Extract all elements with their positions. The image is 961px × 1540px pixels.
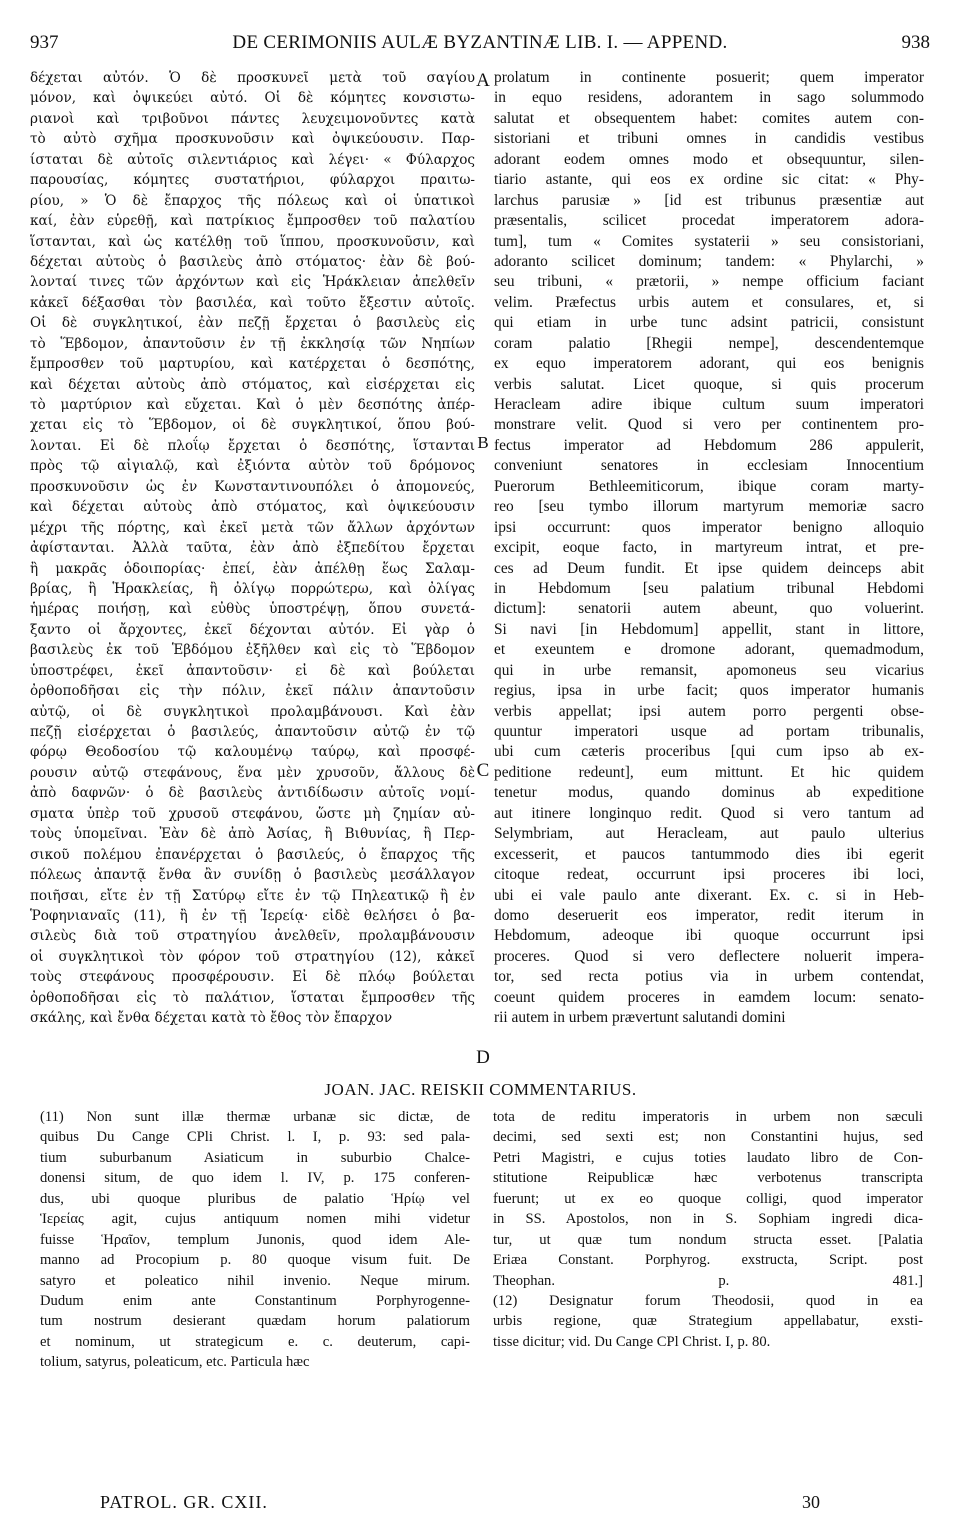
greek-text-line: ὑποστρέφει, ἐκεῖ ἀπαντοῦσιν· εἰ δὲ καὶ βούλεται [30, 662, 475, 679]
latin-text-line: velim. Præfectus urbis autem et consulares, et, si [494, 293, 924, 311]
latin-text-line: excesserit, et paucos tantummodo dies ibi egerit [494, 845, 924, 863]
margin-marker-d: D [476, 1047, 490, 1068]
commentary-line: stitutione Reipublicæ hæc verbotenus transcripta [493, 1170, 923, 1187]
commentary-line: satyro et poleatico nihil invenio. Neque mirum. [40, 1272, 470, 1289]
latin-text-line: citoque redeat, occurrunt ipsi proceres ibi loci, [494, 866, 924, 884]
greek-text-line: ἀπὸ δαφνῶν· ὁ δὲ βασιλεὺς ἀντιδίδωσιν αὐτοῖς νομί- [30, 785, 475, 802]
greek-text-column [30, 68, 475, 1029]
commentary-line: (11) Non sunt illæ thermæ urbanæ sic dictæ, de [40, 1109, 470, 1125]
latin-text-line: tum], tum « Comites systaterii » seu consistoriani, [494, 232, 924, 250]
commentary-line: tolium, satyrus, poleaticum, etc. Particula hæc [40, 1354, 310, 1371]
latin-text-line: reo [seu tymbo illorum martyrum memoriæ sacro [494, 498, 924, 516]
greek-text-line: βρίας, ἢ Ἡρακλείας, ἢ ὀλίγῳ πορρώτερω, καὶ ὀλίγας [30, 580, 475, 597]
commentary-line: tota de reditu imperatoris in urbem non sæculi [493, 1109, 923, 1125]
greek-text-line: ρουσιν αὐτῷ στεφάνους, ἕνα μὲν χρυσοῦν, ἄλλους δὲ [30, 764, 475, 781]
latin-text-line: ex equo imperatorem adorant, qui eos benignis [494, 355, 924, 373]
greek-text-line: τοὺς στεφάνους προσφέρουσιν. Εἰ δὲ πλόῳ βούλεται [30, 969, 475, 986]
greek-text-line: μόνον, καὶ ὀψικεύει αὐτό. Οἱ δὲ κόμητες κονσιστω- [30, 90, 475, 107]
latin-text-column [494, 68, 924, 1029]
latin-text-line: seu tribuni, « prætorii, » nempe officium faciant [494, 273, 924, 291]
margin-marker-b: B [477, 433, 489, 452]
greek-text-line: τὸ Ἕβδομον, ἀπαντοῦσιν ἐν τῇ ἐκκλησίᾳ τῶν Νηπίων [30, 335, 475, 352]
commentary-line: in SS. Apostolos, non in S. Sophiam ingredi dica- [493, 1211, 923, 1228]
latin-text-line: aut itinere longinquo redit. Quod si vero tantum ad [494, 804, 924, 822]
commentary-line: donensi situm, de quo idem l. IV, p. 175 conferen- [40, 1170, 470, 1187]
commentary-line: tur, ut quæ tum nondum structa esset. [Palatia [493, 1231, 923, 1248]
commentary-line: tum nostrum desierant quædam horum palatiorum [40, 1313, 470, 1330]
page-number-left: 937 [30, 32, 59, 53]
greek-text-line: καὶ δέχεται αὐτοὺς ἀπὸ στόματος, καὶ εἰσέρχεται εἰς [30, 376, 475, 393]
latin-text-line: Puerorum Bethleemiticorum, ibique coram marty- [494, 477, 924, 495]
latin-text-line: qui in urbe remansit, apomoneus seu vicarius [494, 661, 924, 679]
latin-text-line: domo deseruerit eos imperator, redit iterum in [494, 906, 924, 924]
greek-text-line: δέχεται αὐτοὺς ὁ βασιλεὺς ἀπὸ στόματος· ἐὰν δὲ βού- [30, 253, 475, 270]
latin-text-line: coeunt quidem proceres in eamdem locum: senato- [494, 988, 924, 1006]
commentary-line: fuisse Ἡραῖον, templum Junonis, quod idem Ale- [40, 1231, 470, 1248]
latin-text-line: proceres. Quod si vero deflectere noluerit impera- [494, 947, 924, 965]
greek-text-line: ποιῆσαι, εἴτε ἐν τῇ Σατύρῳ εἴτε ἐν τῷ Πηλεατικῷ ἢ ἐν [30, 887, 475, 904]
page-footer [0, 1492, 961, 1522]
greek-text-line: πρὸς τῷ αἰγιαλῷ, καὶ ἐξιόντα αὐτὸν τοῦ δρόμονος [30, 458, 475, 475]
footer-series: PATROL. GR. CXII. [100, 1492, 268, 1512]
greek-text-line: σματα ὑπὲρ τοῦ χρυσοῦ στεφάνου, ὥστε μὴ ζημίαν αὐ- [30, 805, 475, 822]
latin-text-line: præsentalis, scilicet procedat imperatorem adora- [494, 212, 924, 230]
greek-text-line: κἀκεῖ δέξασθαι τὸν βασιλέα, καὶ τοῦτο ἔξεστιν αὐτοῖς. [30, 294, 475, 311]
latin-text-line: adoranto scilicet dominum; tandem: « Phylarchi, » [494, 252, 924, 270]
latin-text-line: adorant eodem omnes modo et obsequuntur, silen- [494, 150, 924, 168]
greek-text-line: σιλεὺς διὰ τοῦ στρατηγίου ἀνελθεῖν, προλαμβάνουσιν [30, 928, 475, 945]
latin-text-line: prolatum in continente posuerit; quem imperator [494, 69, 924, 86]
greek-text-line: Ῥοφηνιαναῖς (11), ἢ ἐν τῇ Ἱερείᾳ· εἰδὲ θελήσει ὁ βα- [30, 907, 475, 924]
commentary-line: tium suburbanum Asiaticum in suburbio Chalce- [40, 1149, 470, 1166]
latin-text-line: sistoriani et tribuni omnes in candidis vestibus [494, 130, 924, 148]
commentary-line: tisse dicitur; vid. Du Cange CPl Christ. I, p. 80. [493, 1333, 771, 1350]
latin-text-line: Selymbriam, aut Heracleam, aut paulo ulterius [494, 825, 924, 843]
commentary-line: quibus Du Cange CPli Christ. l. I, p. 93: sed pala- [40, 1129, 470, 1146]
greek-text-line: ίσταται δὲ αὐτοῖς σιλεντιάριος καὶ λέγει· « Φύλαρχος [30, 151, 475, 168]
greek-text-line: μέχρι τῆς πόρτης, καὶ ἐκεῖ μετὰ τῶν ἄλλων ἀρχόντων [30, 519, 475, 536]
commentary-left-column [40, 1108, 470, 1374]
latin-text-line: monstrare velit. Quod si vero per continentem pro- [494, 416, 924, 434]
greek-text-line: παρουσίας, κόμητες συστατήριοι, φύλαρχοι πραιτω- [30, 172, 475, 189]
greek-text-line: προσκυνοῦσιν ὡς ἐν Κωνσταντινουπόλει ὁ ἀπομονεύς, [30, 478, 475, 495]
latin-text-line: excipit, eoque facto, in martyreum intrat, et pre- [494, 539, 924, 557]
commentary-title: JOAN. JAC. REISKII COMMENTARIUS. [324, 1080, 637, 1099]
latin-text-line: larchus parusiæ » [id est tribunus præsentiæ aut [494, 191, 924, 209]
greek-text-line: ὀρθοποδῆσαι εἰς τὴν πόλιν, ἐκεῖ πάλιν ἀπαντοῦσιν [30, 683, 475, 700]
greek-text-line: οἱ συγκλητικοὶ τὸν φόρον τοῦ στρατηγίου (12), κἀκεῖ [30, 948, 475, 965]
latin-text-line: et exeuntem e dromone adorant, quemadmodum, [494, 641, 924, 659]
latin-text-line: Heracleam adire ibique cultum suum imperatori [494, 396, 924, 413]
latin-text-line: ipsi occurrunt: quos imperator benigno alloquio [494, 518, 924, 536]
latin-text-line: Hebdomum, adeoque ibi quoque occurrunt ipsi [494, 927, 924, 945]
greek-text-line: πεζῇ εἰσέρχεται ὁ βασιλεύς, ἀπαντοῦσιν αὐτῷ ἐν τῷ [30, 724, 475, 740]
latin-text-line: Si navi [in Hebdomum] appellit, stant in littore, [494, 620, 924, 638]
greek-text-line: Οἱ δὲ συγκλητικοί, ἐὰν πεζῇ ἔρχεται ὁ βασιλεὺς εἰς [30, 315, 475, 332]
latin-text-line: in equo residens, adorantem in sago solummodo [494, 89, 924, 107]
latin-text-line: quuntur imperatori usque ad portam tribunalis, [494, 723, 924, 740]
commentary-line: Petri Magistri, e cujus toties laudato libro de Con- [493, 1149, 923, 1166]
latin-text-line: regius, ipsa in urbe facit; quos imperator humanis [494, 682, 924, 700]
commentary-line: manno ad Procopium p. 80 quoque visum fuit. De [40, 1252, 470, 1269]
latin-text-line: verbis appellat; ipsi autem porro pergenti obse- [494, 702, 924, 720]
latin-text-line: ubi cum cæteris proceribus [qui cum ipso ab ex- [494, 743, 924, 761]
margin-marker-c: C [476, 760, 490, 781]
commentary-line: fuerunt; ut ex eo quoque colligi, quod imperator [493, 1190, 923, 1207]
commentary-line: Ἱερείας agit, cujus antiquum nomen mihi videtur [40, 1211, 470, 1228]
latin-text-line: qui etiam in urbe tunc adsint patricii, consistunt [494, 314, 924, 332]
greek-text-line: δέχεται αὐτόν. Ὁ δὲ προσκυνεῖ μετὰ τοῦ σαγίου [30, 70, 475, 86]
latin-text-line: tiario astante, qui eos ex ordine sic citat: « Phy- [494, 171, 924, 189]
greek-text-line: καί, ἐὰν εὑρεθῇ, καὶ πατρίκιος ἔμπροσθεν τοῦ παλατίου [30, 213, 475, 230]
greek-text-line: αὐτῷ, οἱ δὲ συγκλητικοὶ προλαμβάνουσι. Καὶ ἐὰν [30, 703, 475, 720]
running-title: DE CERIMONIIS AULÆ BYZANTINÆ LIB. I. — APPEND. [232, 32, 728, 53]
greek-text-line: φόρῳ Θεοδοσίου τῷ καλουμένῳ ταύρῳ, καὶ προσφέ- [30, 744, 475, 761]
greek-text-line: σκάλης, καὶ ἔνθα δέχεται κατὰ τὸ ἔθος τὸν ἔπαρχον [30, 1010, 393, 1027]
latin-text-line: dictum]: senatorii autem abeunt, quo voluerint. [494, 600, 924, 618]
latin-text-line: peditione redeunt], eum mittunt. Et hic quidem [494, 763, 924, 781]
greek-text-line: λονταί τινες τῶν ἀρχόντων καὶ εἰς Ἡράκλειαν ἀπελθεῖν [30, 274, 475, 291]
latin-text-line: salutat et obsequentem habet: comites autem con- [494, 109, 924, 127]
greek-text-line: ριανοὶ καὶ τριβοῦνοι πάντες λευχειμονοῦντες κατὰ [30, 110, 475, 127]
commentary-line: (12) Designatur forum Theodosii, quod in ea [493, 1292, 923, 1309]
latin-text-line: tor, sed recta potius via in urbem contendat, [494, 968, 924, 986]
footer-sheet-number: 30 [802, 1492, 820, 1512]
greek-text-line: σικοῦ πολέμου ἐπανέρχεται ὁ βασιλεύς, ὁ ἔπαρχος τῆς [30, 846, 475, 863]
latin-text-line: fectus imperator ad Hebdomum 286 appulerit, [494, 436, 924, 454]
commentary-line: dus, ubi quoque pluribus de palatio Ἡρίῳ vel [40, 1190, 470, 1207]
greek-text-line: ξαντο οἱ ἄρχοντες, ἐκεῖ δέχονται αὐτόν. Εἰ γὰρ ὁ [30, 621, 475, 638]
greek-text-line: ἢ μακρᾶς ὁδοιπορίας· ἐπεί, ἐὰν ἀπέλθῃ ἕως Σαλαμ- [30, 560, 475, 577]
latin-text-line: ubi ei vale paulo ante dixerant. Ex. c. si in Heb- [494, 886, 924, 904]
latin-text-line: rii autem in urbem prævertunt salutandi domini [494, 1009, 786, 1027]
greek-text-line: ὀρθοποδῆσαι εἰς τὸ παλάτιον, ἵσταται ἔμπροσθεν τῆς [30, 989, 475, 1006]
commentary-line: Dudum enim ante Constantinum Porphyrogenne- [40, 1292, 470, 1309]
greek-text-line: τὸ αὐτὸ σχῆμα προσκυνοῦσιν καὶ ὀψικεύουσιν. Παρ- [30, 131, 475, 148]
commentary-line: urbis regione, quæ Strategium appellabatur, exsti- [493, 1313, 923, 1330]
greek-text-line: καὶ δέχεται αὐτοὺς ἀπὸ στόματος, καὶ ὀψικεύουσιν [30, 499, 475, 516]
latin-text-line: coram palatio [Rhegii nempe], descendentemque [494, 334, 924, 352]
greek-text-line: βασιλεὺς ἐκ τοῦ Ἑβδόμου ἐξῆλθεν καὶ εἰς τὸ Ἕβδομον [30, 642, 475, 659]
greek-text-line: ἔμπροσθεν τοῦ μαρτυρίου, καὶ κατέρχεται ὁ δεσπότης, [30, 356, 475, 373]
latin-text-line: tenetur modus, quando dominus ab expeditione [494, 784, 924, 802]
commentary-right-column [493, 1108, 923, 1353]
greek-text-line: τοὺς ὑπομεῖναι. Ἐὰν δὲ ἀπὸ Ἀσίας, ἢ Βιθυνίας, ἢ Περ- [30, 826, 475, 843]
greek-text-line: ρίου, » Ὁ δὲ ἔπαρχος τῆς πόλεως καὶ οἱ ὑπατικοὶ [30, 192, 475, 209]
commentary-line: Eriæa Constant. Porphyrog. exstructa, Script. post [493, 1252, 923, 1269]
greek-text-line: χεται εἰς τὸ Ἕβδομον, οἱ δὲ συγκλητικοί, ὅπου βού- [30, 417, 475, 434]
greek-text-line: πόλεως ἀπαντᾷ ἔνθα ἂν συνίδῃ ὁ βασιλεὺς μεσάλλαγον [30, 867, 475, 884]
margin-marker-a: A [476, 70, 490, 91]
latin-text-line: conveniunt senatores in ecclesiam Innocentium [494, 457, 924, 475]
latin-text-line: in Hebdomum [seu palatium tribunal Hebdomi [494, 579, 924, 597]
commentary-line: decimi, sed sexti est; non Constantini hujus, sed [493, 1129, 923, 1146]
page-number-right: 938 [901, 32, 930, 53]
commentary-line: Theophan. p. 481.] [493, 1272, 923, 1289]
greek-text-line: λονται. Εἰ δὲ πλοΐῳ ἔρχεται ὁ δεσπότης, ἵστανται [30, 437, 475, 454]
latin-text-line: ces ad Deum fundit. Et ipse quidem deinceps abit [494, 559, 924, 577]
greek-text-line: ἀφίστανται. Ἀλλὰ ταῦτα, ἐὰν ἀπὸ ἐξπεδίτου ἔρχεται [30, 540, 475, 557]
greek-text-line: ἡμέρας ποιήσῃ, καὶ εὐθὺς ὑποστρέψῃ, ὅπου συνετά- [30, 601, 475, 618]
greek-text-line: τὸ μαρτύριον καὶ εὔχεται. Καὶ ὁ μὲν δεσπότης ἀπέρ- [30, 397, 475, 413]
latin-text-line: verbis salutat. Licet quoque, si quis procerum [494, 375, 924, 393]
page-header [30, 32, 930, 62]
greek-text-line: ἵστανται, καὶ ὡς κατέλθῃ τοῦ ἵππου, προσκυνοῦσιν, καὶ [30, 233, 475, 250]
commentary-line: et nominum, ut strategicum e. c. deuterum, capi- [40, 1333, 470, 1350]
